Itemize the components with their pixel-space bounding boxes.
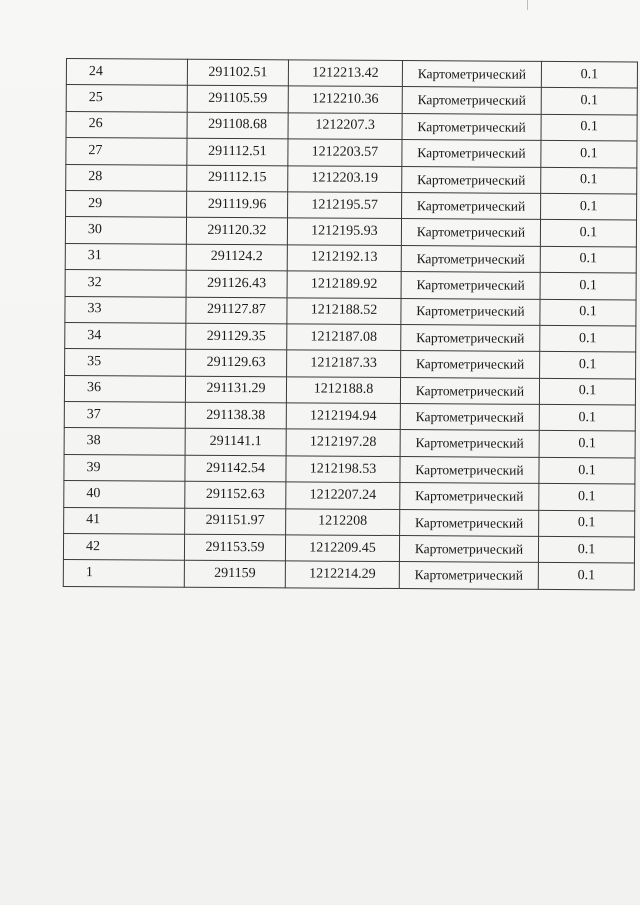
error-cell: 0.1 [539, 457, 635, 484]
point-number-cell: 38 [64, 428, 185, 455]
point-number-cell: 40 [64, 481, 185, 508]
error-cell: 0.1 [541, 114, 637, 141]
point-number-cell: 25 [66, 85, 187, 112]
y-coordinate-cell: 1212195.93 [287, 218, 401, 245]
table-row [65, 217, 636, 247]
point-number-cell: 30 [65, 217, 186, 244]
method-cell: Картометрический [402, 193, 541, 220]
method-cell: Картометрический [399, 562, 538, 589]
x-coordinate-cell: 291142.54 [185, 455, 286, 482]
error-cell: 0.1 [541, 167, 637, 194]
x-coordinate-cell: 291119.96 [187, 191, 288, 218]
x-coordinate-cell: 291105.59 [187, 86, 288, 113]
y-coordinate-cell: 1212208 [286, 508, 400, 535]
method-cell: Картометрический [400, 430, 539, 457]
y-coordinate-cell: 1212207.3 [288, 113, 402, 140]
error-cell: 0.1 [540, 325, 636, 352]
method-cell: Картометрический [402, 87, 541, 114]
table-row [64, 454, 635, 484]
table-row [65, 243, 636, 273]
error-cell: 0.1 [538, 563, 634, 590]
point-number-cell: 26 [66, 111, 187, 138]
method-cell: Картометрический [401, 351, 540, 378]
point-number-cell: 39 [64, 454, 185, 481]
table-row [64, 428, 635, 458]
point-number-cell: 24 [66, 59, 187, 86]
error-cell: 0.1 [539, 431, 635, 458]
x-coordinate-cell: 291151.97 [185, 508, 286, 535]
error-cell: 0.1 [538, 536, 634, 563]
table-row [66, 138, 637, 168]
table-row [65, 349, 636, 379]
table-row [64, 481, 635, 511]
method-cell: Картометрический [401, 272, 540, 299]
point-number-cell: 32 [65, 270, 186, 297]
method-cell: Картометрический [400, 456, 539, 483]
y-coordinate-cell: 1212188.52 [287, 297, 401, 324]
table-row [66, 190, 637, 220]
point-number-cell: 35 [65, 349, 186, 376]
x-coordinate-cell: 291102.51 [187, 59, 288, 86]
point-number-cell: 33 [65, 296, 186, 323]
point-number-cell: 41 [64, 507, 185, 534]
x-coordinate-cell: 291124.2 [186, 244, 287, 271]
x-coordinate-cell: 291108.68 [187, 112, 288, 139]
method-cell: Картометрический [400, 483, 539, 510]
error-cell: 0.1 [541, 193, 637, 220]
y-coordinate-cell: 1212214.29 [285, 561, 399, 588]
table-row [64, 507, 635, 537]
y-coordinate-cell: 1212197.28 [286, 429, 400, 456]
error-cell: 0.1 [540, 299, 636, 326]
x-coordinate-cell: 291120.32 [186, 218, 287, 245]
point-number-cell: 27 [66, 138, 187, 165]
method-cell: Картометрический [400, 377, 539, 404]
y-coordinate-cell: 1212207.24 [286, 482, 400, 509]
method-cell: Картометрический [401, 324, 540, 351]
point-number-cell: 28 [66, 164, 187, 191]
x-coordinate-cell: 291112.15 [187, 165, 288, 192]
x-coordinate-cell: 291159 [184, 561, 285, 588]
table-row [65, 270, 636, 300]
scan-edge-mark [527, 0, 528, 10]
table-row [64, 402, 635, 432]
error-cell: 0.1 [541, 141, 637, 168]
table-row [66, 164, 637, 194]
point-number-cell: 37 [64, 402, 185, 429]
table-row [66, 111, 637, 141]
y-coordinate-cell: 1212192.13 [287, 245, 401, 272]
table-row [66, 85, 637, 115]
method-cell: Картометрический [401, 298, 540, 325]
x-coordinate-cell: 291141.1 [185, 429, 286, 456]
y-coordinate-cell: 1212195.57 [288, 192, 402, 219]
table-row [65, 296, 636, 326]
coordinates-table [63, 58, 638, 590]
table-row [65, 322, 636, 352]
method-cell: Картометрический [402, 113, 541, 140]
table-row [63, 560, 634, 590]
error-cell: 0.1 [539, 484, 635, 511]
error-cell: 0.1 [540, 246, 636, 273]
method-cell: Картометрический [399, 536, 538, 563]
x-coordinate-cell: 291129.63 [186, 350, 287, 377]
method-cell: Картометрический [401, 245, 540, 272]
y-coordinate-cell: 1212203.57 [288, 139, 402, 166]
point-number-cell: 34 [65, 322, 186, 349]
y-coordinate-cell: 1212210.36 [288, 86, 402, 113]
x-coordinate-cell: 291129.35 [186, 323, 287, 350]
error-cell: 0.1 [541, 61, 637, 88]
x-coordinate-cell: 291131.29 [185, 376, 286, 403]
x-coordinate-cell: 291152.63 [185, 481, 286, 508]
y-coordinate-cell: 1212189.92 [287, 271, 401, 298]
coordinates-table-body [63, 59, 637, 590]
error-cell: 0.1 [541, 88, 637, 115]
error-cell: 0.1 [540, 220, 636, 247]
y-coordinate-cell: 1212203.19 [288, 165, 402, 192]
y-coordinate-cell: 1212187.33 [287, 350, 401, 377]
x-coordinate-cell: 291153.59 [184, 534, 285, 561]
method-cell: Картометрический [402, 140, 541, 167]
y-coordinate-cell: 1212188.8 [286, 377, 400, 404]
method-cell: Картометрический [401, 219, 540, 246]
point-number-cell: 1 [63, 560, 184, 587]
method-cell: Картометрический [402, 166, 541, 193]
table-row [64, 375, 635, 405]
error-cell: 0.1 [540, 273, 636, 300]
y-coordinate-cell: 1212187.08 [287, 324, 401, 351]
y-coordinate-cell: 1212213.42 [288, 60, 402, 87]
point-number-cell: 31 [65, 243, 186, 270]
y-coordinate-cell: 1212198.53 [286, 456, 400, 483]
error-cell: 0.1 [540, 352, 636, 379]
x-coordinate-cell: 291138.38 [185, 402, 286, 429]
point-number-cell: 29 [66, 190, 187, 217]
error-cell: 0.1 [539, 378, 635, 405]
x-coordinate-cell: 291127.87 [186, 297, 287, 324]
method-cell: Картометрический [400, 509, 539, 536]
table-row [63, 534, 634, 564]
method-cell: Картометрический [402, 61, 541, 88]
table-row [66, 59, 637, 89]
point-number-cell: 42 [63, 534, 184, 561]
method-cell: Картометрический [400, 404, 539, 431]
error-cell: 0.1 [539, 510, 635, 537]
y-coordinate-cell: 1212194.94 [286, 403, 400, 430]
error-cell: 0.1 [539, 404, 635, 431]
point-number-cell: 36 [64, 375, 185, 402]
y-coordinate-cell: 1212209.45 [285, 535, 399, 562]
x-coordinate-cell: 291126.43 [186, 270, 287, 297]
x-coordinate-cell: 291112.51 [187, 138, 288, 165]
